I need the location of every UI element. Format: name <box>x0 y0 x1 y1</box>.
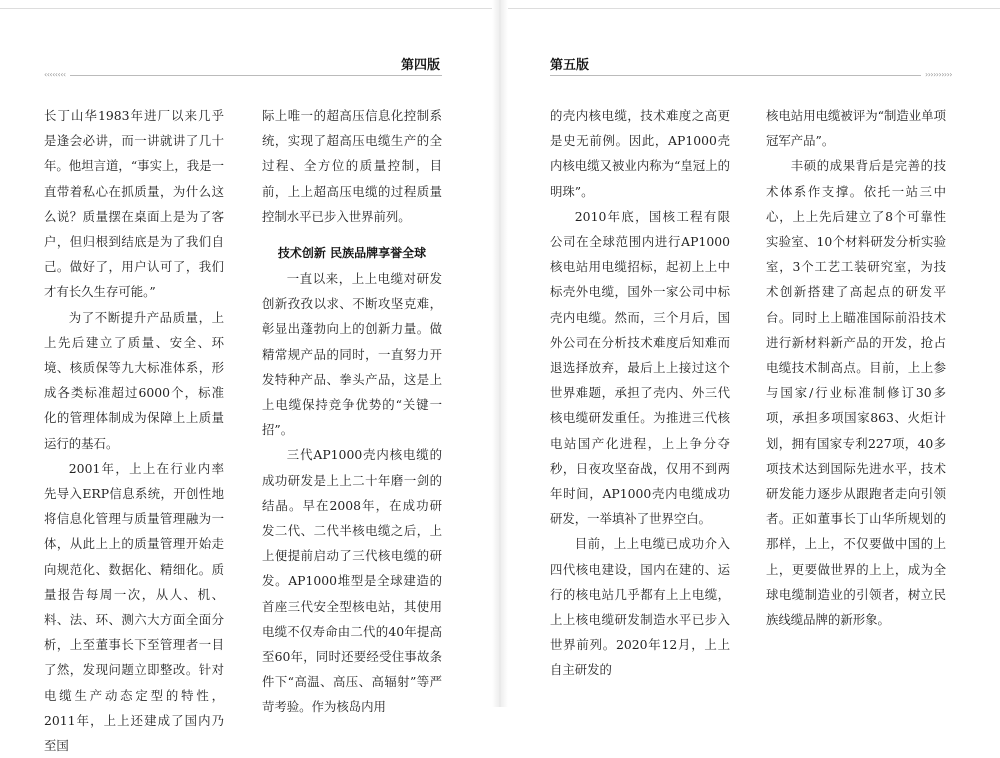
chevron-right-icon: ›››››››››› <box>925 70 952 79</box>
page-label-left: 第四版 <box>400 58 440 73</box>
text-column-4 <box>766 103 946 632</box>
text-column-2 <box>262 103 442 720</box>
paragraph: 2010年底，国核工程有限公司在全球范围内进行AP1000核电站用电缆招标，起初上上中标壳外电缆，国外一家公司中标壳内电缆。然而，三个月后，国外公司在分析技术难度后知难而退选择放弃，最后上上接过这个世界难题，承担了壳内、外三代核电缆研发重任。为推进三代核电站国产化进程，上上争分夺秒，日夜攻坚奋战，仅用不到两年时间，AP1000壳内电缆成功研发，一举填补了世界空白。 <box>550 208 730 527</box>
text-column-3 <box>550 103 730 683</box>
chevron-left-icon: ‹‹‹‹‹‹‹‹ <box>44 70 66 79</box>
paragraph: 一直以来，上上电缆对研发创新孜孜以求、不断攻坚克难，彰显出蓬勃向上的创新力量。做精常规产品的同时，一直努力开发特种产品、拳头产品，这是上上电缆保持竞争优势的“关键一招”。 <box>262 271 442 438</box>
left-page <box>0 0 500 754</box>
paragraph: 际上唯一的超高压信息化控制系统，实现了超高压电缆生产的全过程、全方位的质量控制，目前，上上超高压电缆的过程质量控制水平已步入世界前列。 <box>262 108 442 224</box>
paragraph: 为了不断提升产品质量，上上先后建立了质量、安全、环境、核质保等九大标准体系，形成各类标准超过6000个，标准化的管理体制成为保障上上质量运行的基石。 <box>44 309 224 451</box>
paragraph: 三代AP1000壳内核电缆的成功研发是上上二十年磨一剑的结晶。早在2008年，在成功研发二代、二代半核电缆之后，上上便提前启动了三代核电缆的研发。AP1000堆型是全球建造的首座三代安全型核电站，其使用电缆不仅寿命由二代的40年提高至60年，同时还要经受住事故条件下“高温、高压、高辐射”等严苛考验。作为核岛内用 <box>262 447 442 715</box>
paragraph: 的壳内核电缆，技术难度之高更是史无前例。因此，AP1000壳内核电缆又被业内称为“皇冠上的明珠”。 <box>550 108 730 199</box>
section-heading: 技术创新 民族品牌享誉全球 <box>277 246 427 261</box>
top-edge-rule <box>508 8 1000 9</box>
paragraph: 核电站用电缆被评为“制造业单项冠军产品”。 <box>766 108 946 149</box>
header-rule-right <box>550 69 952 81</box>
paragraph: 丰硕的成果背后是完善的技术体系作支撑。依托一站三中心，上上先后建立了8个可靠性实验室、10个材料研发分析实验室，3个工艺工装研究室，为技术创新搭建了高起点的研发平台。同时上上瞄准国际前沿技术进行新材料新产品的开发，抢占电缆技术制高点。目前，上上参与国家/行业标准制修订30多项，承担多项国家863、火炬计划，拥有国家专利227项，40多项技术达到国际先进水平，技术研发能力逐步从跟跑者走向引领者。正如董事长丁山华所规划的那样，上上，不仅要做中国的上上，更要做世界的上上，成为全球电缆制造业的引领者，树立民族线缆品牌的新形象。 <box>766 158 946 628</box>
paragraph: 长丁山华1983年进厂以来几乎是逢会必讲，而一讲就讲了几十年。他坦言道，“事实上，我是一直带着私心在抓质量，为什么这么说？质量摆在桌面上是为了客户，但归根到结底是为了我们自己。做好了，用户认可了，我们才有长久生存可能。” <box>44 108 224 300</box>
divider <box>550 75 921 76</box>
paragraph: 2001年，上上在行业内率先导入ERP信息系统，开创性地将信息化管理与质量管理融为一体，从此上上的质量管理开始走向规范化、数据化、精细化。质量报告每周一次，从人、机、料、法、环、测六大方面全面分析，上至董事长下至管理者一目了然，发现问题立即整改。针对电缆生产动态定型的特性，2011年，上上还建成了国内乃至国 <box>44 460 224 754</box>
divider <box>70 75 442 76</box>
text-column-1 <box>44 103 224 758</box>
paragraph: 目前，上上电缆已成功介入四代核电建设，国内在建的、运行的核电站几乎都有上上电缆，上上核电缆研发制造水平已步入世界前列。2020年12月，上上自主研发的 <box>550 536 730 678</box>
right-page <box>500 0 1000 707</box>
top-edge-rule <box>0 8 492 9</box>
page-label-right: 第五版 <box>550 58 590 73</box>
header-rule-left <box>44 69 442 81</box>
